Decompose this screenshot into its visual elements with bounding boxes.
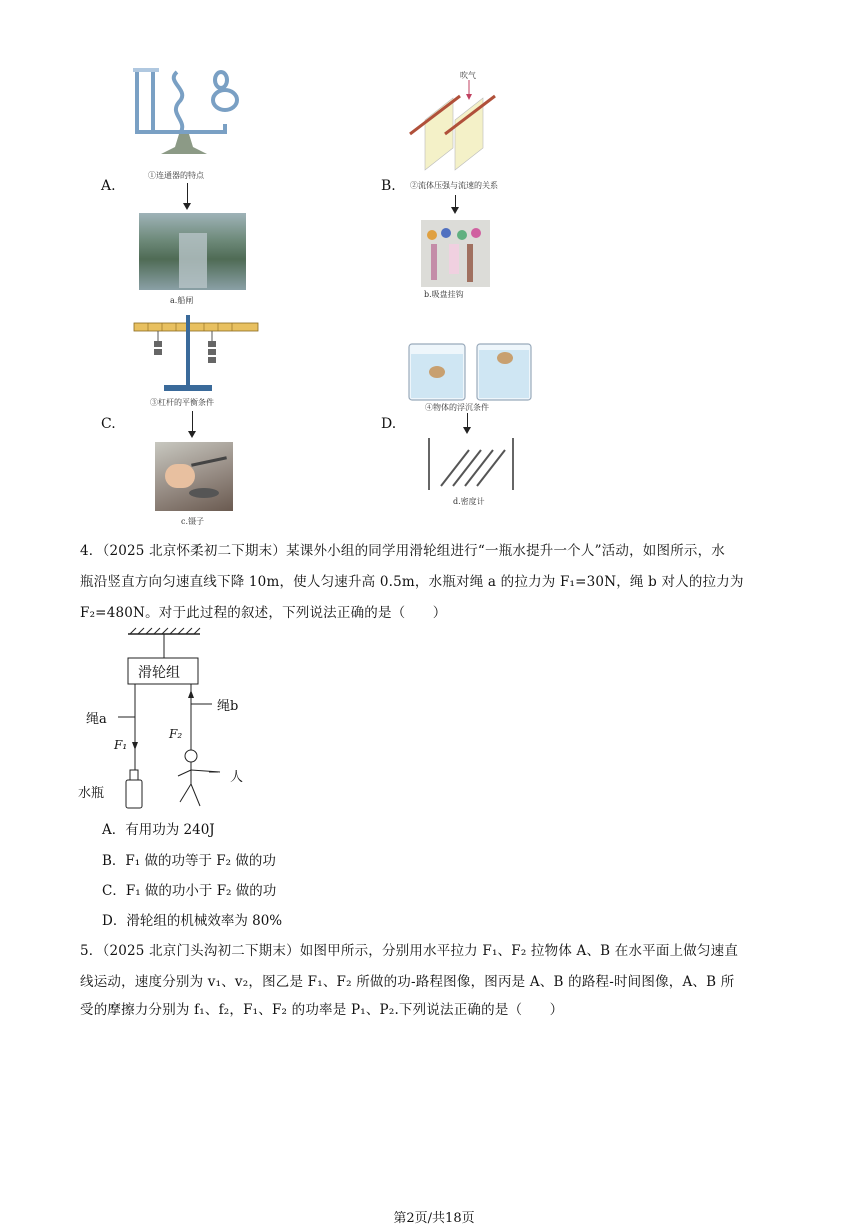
option-a-top-caption: ①连通器的特点 [148,171,204,180]
option-c-bottom-caption: c.镊子 [181,517,205,526]
tweezers-photo [155,442,233,511]
rope-a-label: 绳a [86,712,107,727]
option-b-bottom-caption: b.吸盘挂钩 [424,290,464,299]
option-c-top-caption: ③杠杆的平衡条件 [150,398,214,407]
connected-vessel-figure [125,62,245,162]
blow-label: 吹气 [460,71,476,80]
float-sink-figure [405,340,535,402]
q5-line-1: 5．（2025 北京门头沟初二下期末）如图甲所示，分别用水平拉力 F₁、F₂ 拉物体 A、B 在水平面上做匀速直 [80,943,739,959]
option-d-letter: D. [381,416,397,432]
suction-hook-photo [421,220,490,287]
f2-label: F₂ [169,727,183,741]
option-b-letter: B. [381,178,396,194]
q5-line-3: 受的摩擦力分别为 f₁、f₂，F₁、F₂ 的功率是 P₁、P₂.下列说法正确的是（ ） [80,1002,564,1018]
option-d-arrow-head [463,427,471,434]
option-c-letter: C. [101,416,116,432]
q4-choice-d[interactable]: D．滑轮组的机械效率为 80% [102,913,283,929]
q5-line-2: 线运动，速度分别为 v₁、v₂，图乙是 F₁、F₂ 所做的功-路程图像，图丙是 A、B 的路程-时间图像，A、B 所 [80,974,735,990]
page-number-footer: 第2页/共18页 [393,1211,475,1226]
q4-choice-b[interactable]: B．F₁ 做的功等于 F₂ 做的功 [102,853,276,869]
option-c-arrow [192,411,193,433]
hydrometer-figure [425,436,517,492]
f1-label: F₁ [114,738,128,752]
q4-choice-c[interactable]: C．F₁ 做的功小于 F₂ 做的功 [102,883,277,899]
option-a-arrow [187,183,188,205]
option-c-arrow-head [188,431,196,438]
ship-lock-photo [139,213,246,290]
paper-blowing-figure [405,78,505,178]
rope-b-label: 绳b [217,699,239,714]
q4-choice-a[interactable]: A．有用功为 240J [102,822,215,838]
person-label: 人 [230,770,244,785]
option-b-arrow-head [451,207,459,214]
option-b-top-caption: ②流体压强与流速的关系 [410,181,498,190]
pulley-label: 滑轮组 [138,665,180,681]
lever-balance-figure [128,315,263,395]
option-d-top-caption: ④物体的浮沉条件 [425,403,489,412]
q4-line-3: F₂=480N。对于此过程的叙述，下列说法正确的是（ ） [80,605,447,621]
bottle-label: 水瓶 [78,786,105,801]
q4-line-1: 4．（2025 北京怀柔初二下期末）某课外小组的同学用滑轮组进行“一瓶水提升一个人”活动，如图所示，水 [80,543,725,559]
option-d-bottom-caption: d.密度计 [453,497,485,506]
option-a-arrow-head [183,203,191,210]
option-a-letter: A. [101,178,116,194]
option-a-bottom-caption: a.船闸 [170,296,194,305]
q4-line-2: 瓶沿竖直方向匀速直线下降 10m，使人匀速升高 0.5m，水瓶对绳 a 的拉力为 F₁=30N，绳 b 对人的拉力为 [80,574,744,590]
